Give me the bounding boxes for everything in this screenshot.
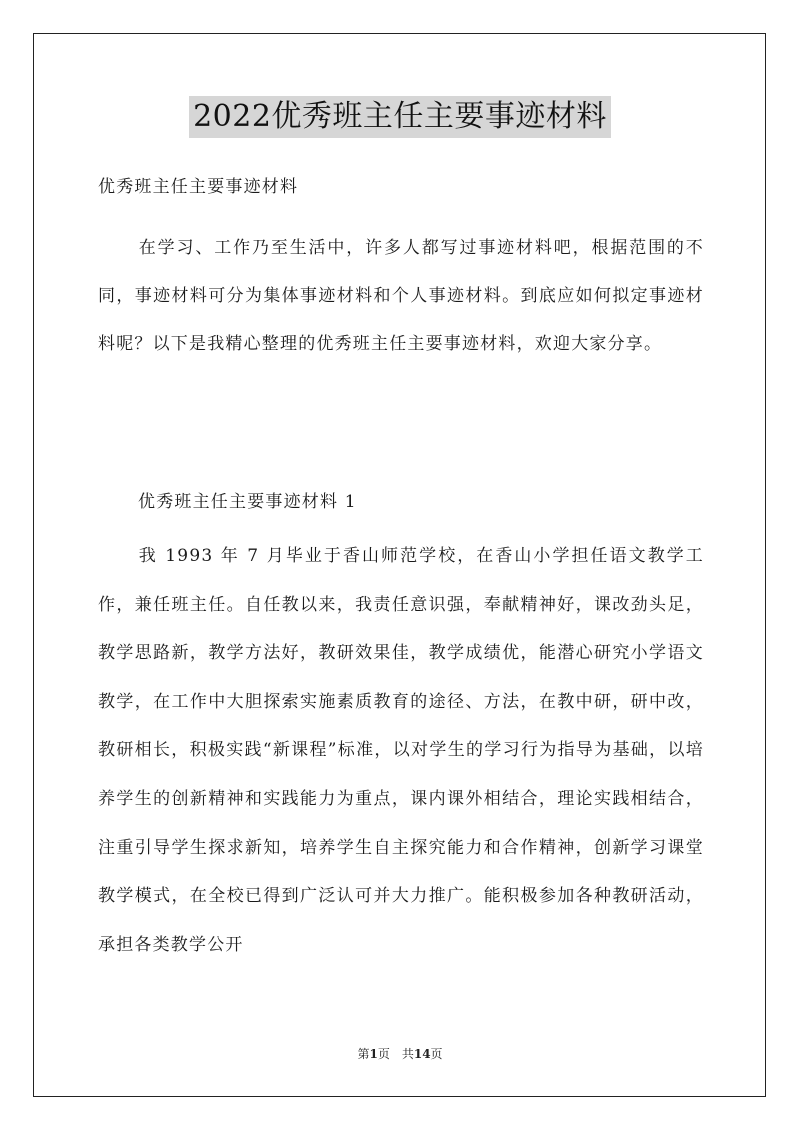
intro-paragraph: 在学习、工作乃至生活中，许多人都写过事迹材料吧，根据范围的不同，事迹材料可分为集体事迹材料和个人事迹材料。到底应如何拟定事迹材料呢？以下是我精心整理的优秀班主任主要事迹材料，欢迎大家分享。: [98, 238, 704, 354]
footer-page-suffix: 页: [377, 1047, 390, 1061]
footer-page-prefix: 第: [357, 1047, 370, 1061]
footer-page-total: 14: [413, 1047, 431, 1061]
footer-total-prefix: 共: [401, 1047, 414, 1061]
document-title-text: 2022优秀班主任主要事迹材料: [189, 96, 611, 138]
document-title: [0, 96, 800, 138]
footer-page-current: 1: [369, 1047, 378, 1061]
section-heading: 优秀班主任主要事迹材料 1: [138, 492, 357, 512]
section-body-paragraph: 我 1993 年 7 月毕业于香山师范学校，在香山小学担任语文教学工作，兼任班主任。自任教以来，我责任意识强，奉献精神好，课改劲头足，教学思路新，教学方法好，教研效果佳，教学成绩优，能潜心研究小学语文教学，在工作中大胆探索实施素质教育的途径、方法，在教中研，研中改，教研相长，积极实践“新课程”标准，以对学生的学习行为指导为基础，以培养学生的创新精神和实践能力为重点，课内课外相结合，理论实践相结合，注重引导学生探求新知，培养学生自主探究能力和合作精神，创新学习课堂教学模式，在全校已得到广泛认可并大力推广。能积极参加各种教研活动，承担各类教学公开: [98, 546, 704, 955]
document-subtitle: 优秀班主任主要事迹材料: [98, 177, 299, 197]
footer-total-suffix: 页: [430, 1047, 443, 1061]
page-footer: [0, 1046, 800, 1062]
